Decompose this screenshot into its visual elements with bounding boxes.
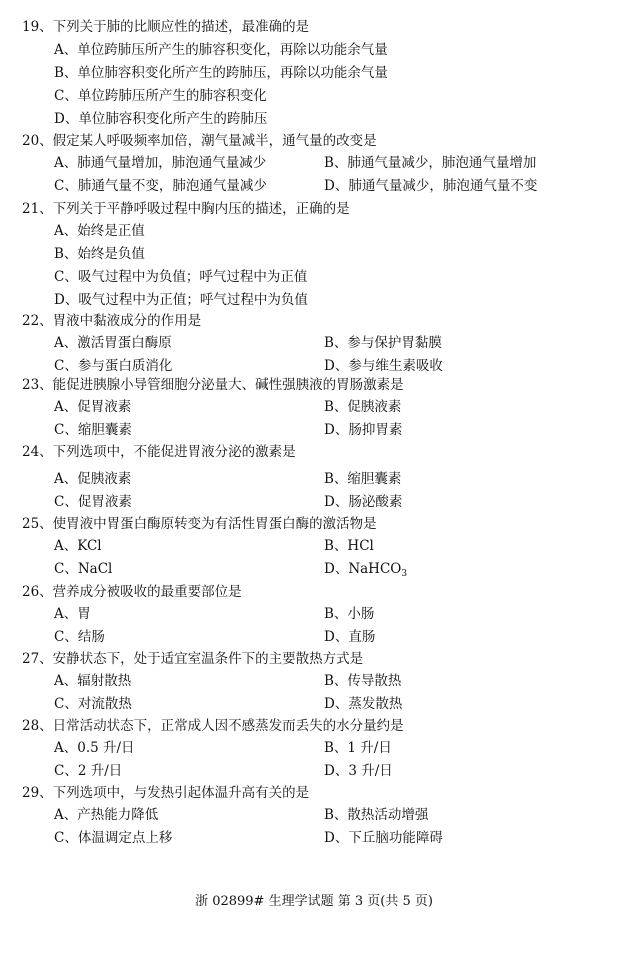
option-c: C、体温调定点上移 (54, 830, 173, 846)
option-a: A、肺通气量增加，肺泡通气量减少 (54, 155, 267, 171)
option-a: A、产热能力降低 (54, 807, 159, 823)
option-b: B、促胰液素 (324, 399, 402, 415)
option-a: A、始终是正值 (54, 223, 145, 239)
option-c: C、促胃液素 (54, 494, 132, 510)
option-d: D、肠抑胃素 (324, 422, 403, 438)
option-b: B、参与保护胃黏膜 (324, 335, 442, 351)
question-stem: 28、日常活动状态下，正常成人因不感蒸发而丢失的水分量约是 (22, 718, 404, 734)
option-b: B、始终是负值 (54, 246, 145, 262)
option-d: D、蒸发散热 (324, 696, 403, 712)
question-stem: 22、胃液中黏液成分的作用是 (22, 313, 202, 329)
subscript-3: 3 (401, 569, 408, 579)
option-c: C、NaCl (54, 561, 113, 577)
option-d: D、下丘脑功能障碍 (324, 830, 443, 846)
option-c: C、结肠 (54, 629, 105, 645)
question-stem: 29、下列选项中，与发热引起体温升高有关的是 (22, 785, 310, 801)
option-c: C、单位跨肺压所产生的肺容积变化 (54, 88, 267, 104)
option-c: C、参与蛋白质消化 (54, 358, 173, 374)
option-b: B、单位肺容积变化所产生的跨肺压，再除以功能余气量 (54, 65, 388, 81)
option-d: D、单位肺容积变化所产生的跨肺压 (54, 111, 268, 127)
option-c: C、吸气过程中为负值；呼气过程中为正值 (54, 269, 308, 285)
option-c: C、缩胆囊素 (54, 422, 132, 438)
option-a: A、促胃液素 (54, 399, 132, 415)
option-c: C、肺通气量不变，肺泡通气量减少 (54, 178, 267, 194)
option-a: A、单位跨肺压所产生的肺容积变化，再除以功能余气量 (54, 42, 388, 58)
option-d-text: D、NaHCO (324, 561, 402, 577)
page-footer: 浙 02899# 生理学试题 第 3 页(共 5 页) (195, 894, 433, 909)
question-stem: 23、能促进胰腺小导管细胞分泌量大、碱性强胰液的胃肠激素是 (22, 377, 404, 393)
question-stem: 27、安静状态下，处于适宜室温条件下的主要散热方式是 (22, 651, 364, 667)
option-c: C、对流散热 (54, 696, 132, 712)
option-a: A、0.5 升/日 (54, 740, 135, 756)
option-b: B、传导散热 (324, 673, 402, 689)
option-a: A、激活胃蛋白酶原 (54, 335, 172, 351)
option-a: A、KCl (54, 538, 102, 554)
option-d: D、吸气过程中为正值；呼气过程中为负值 (54, 292, 308, 308)
option-d: D、参与维生素吸收 (324, 358, 443, 374)
question-stem: 26、营养成分被吸收的最重要部位是 (22, 584, 242, 600)
option-a: A、辐射散热 (54, 673, 132, 689)
question-stem: 20、假定某人呼吸频率加倍，潮气量减半，通气量的改变是 (22, 133, 377, 149)
question-stem: 19、下列关于肺的比顺应性的描述，最准确的是 (22, 19, 310, 35)
option-d: D、肺通气量减少，肺泡通气量不变 (324, 178, 538, 194)
option-b: B、HCl (324, 538, 374, 554)
option-a: A、促胰液素 (54, 471, 132, 487)
question-stem: 21、下列关于平静呼吸过程中胸内压的描述，正确的是 (22, 201, 350, 217)
option-b: B、小肠 (324, 606, 375, 622)
option-d: D、直肠 (324, 629, 376, 645)
option-b: B、缩胆囊素 (324, 471, 402, 487)
option-c: C、2 升/日 (54, 763, 123, 779)
option-b: B、1 升/日 (324, 740, 392, 756)
option-b: B、肺通气量减少，肺泡通气量增加 (324, 155, 537, 171)
question-stem: 25、使胃液中胃蛋白酶原转变为有活性胃蛋白酶的激活物是 (22, 516, 377, 532)
option-a: A、胃 (54, 606, 91, 622)
option-d: D、3 升/日 (324, 763, 393, 779)
option-d (324, 560, 407, 578)
question-stem: 24、下列选项中，不能促进胃液分泌的激素是 (22, 444, 296, 460)
option-b: B、散热活动增强 (324, 807, 429, 823)
option-d: D、肠泌酸素 (324, 494, 403, 510)
